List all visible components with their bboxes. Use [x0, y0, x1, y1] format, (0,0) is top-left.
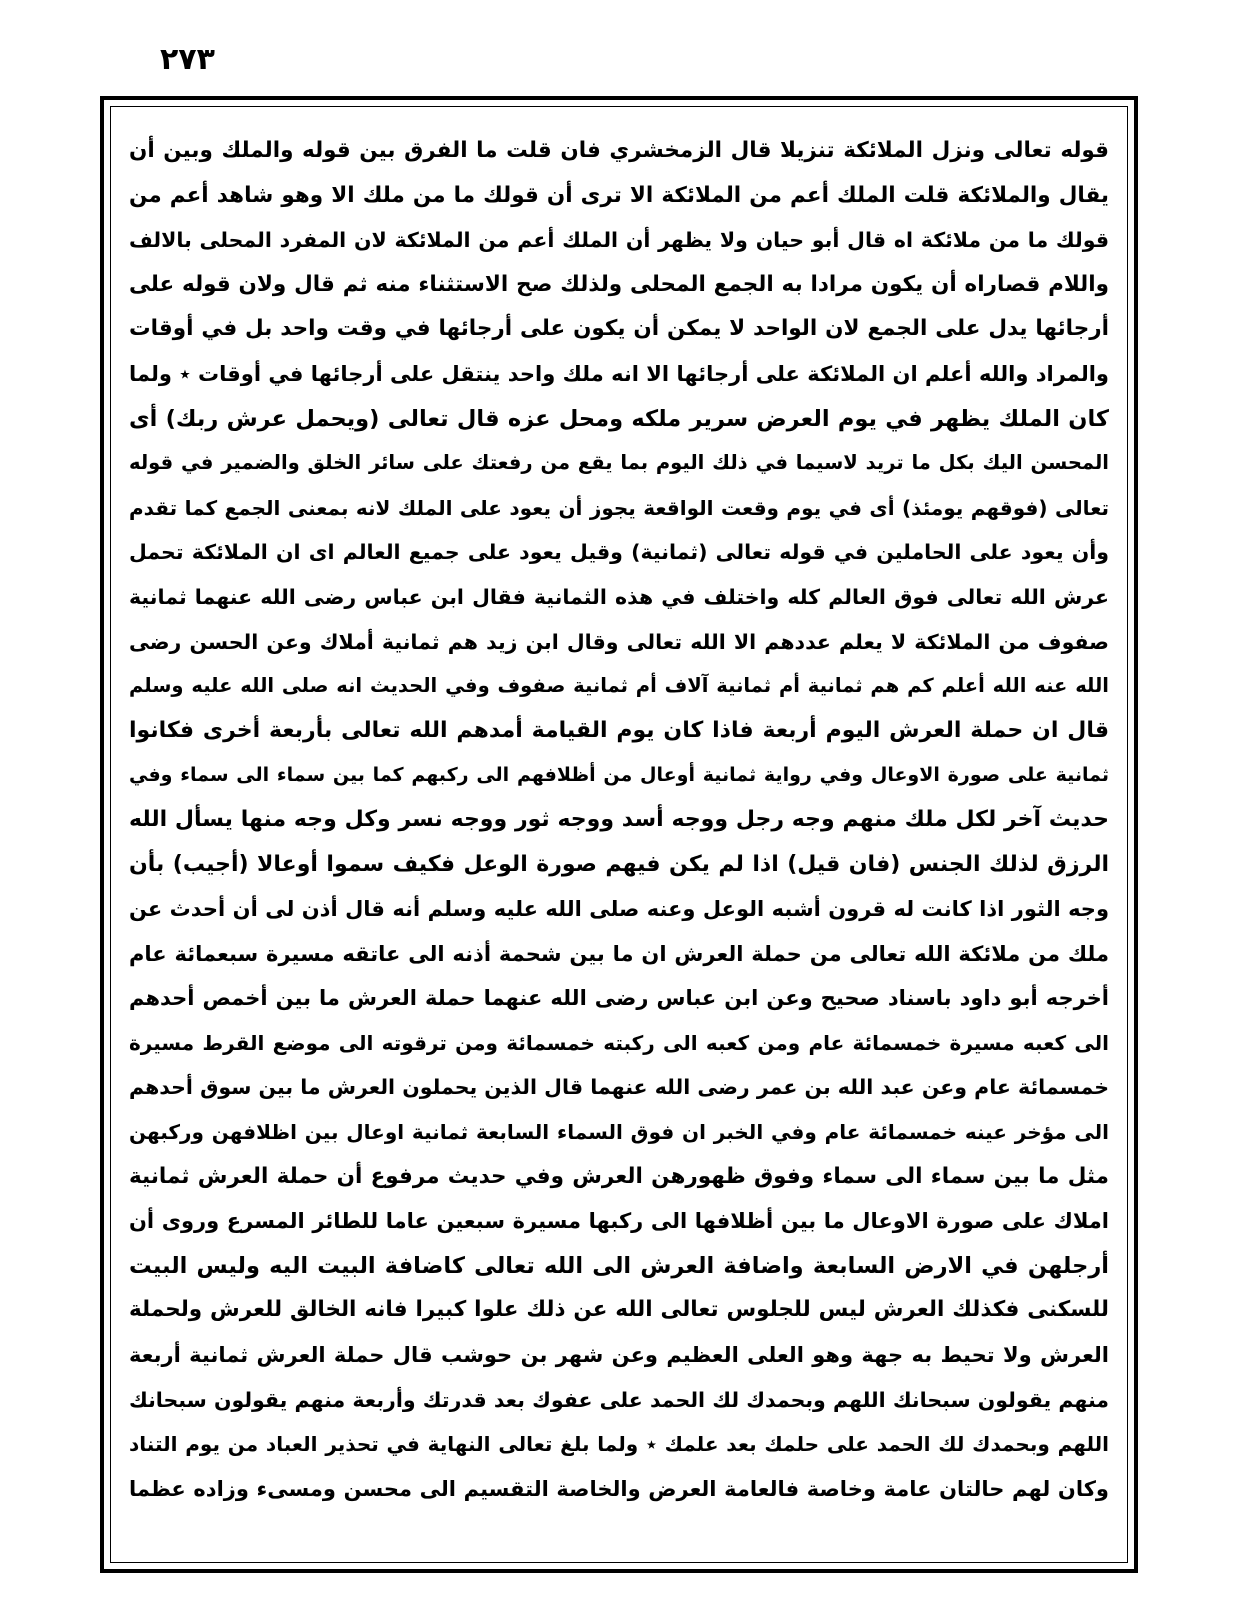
text-line: ملك من ملائكة الله تعالى من حملة العرش ان ما بين شحمة أذنه الى عاتقه مسيرة سبعمائة عام	[129, 941, 1109, 966]
text-line: أخرجه أبو داود باسناد صحيح وعن ابن عباس رضى الله عنهما حملة العرش ما بين أخمص أحدهم	[129, 986, 1109, 1011]
text-line: قوله تعالى ونزل الملائكة تنزيلا قال الزمخشري فان قلت ما الفرق بين قوله والملك وبين أن	[129, 138, 1109, 163]
text-line: الى كعبه مسيرة خمسمائة عام ومن كعبه الى ركبته خمسمائة ومن ترقوته الى موضع القرط مسيرة	[129, 1030, 1109, 1055]
text-line: الى مؤخر عينه خمسمائة عام وفي الخبر ان فوق السماء السابعة ثمانية اوعال بين اظلافهن وركبهن	[129, 1120, 1109, 1145]
text-line: حديث آخر لكل ملك منهم وجه رجل ووجه أسد ووجه ثور ووجه نسر وكل وجه منها يسأل الله	[129, 806, 1109, 832]
text-line: وجه الثور اذا كانت له قرون أشبه الوعل وعنه صلى الله عليه وسلم أنه قال أذن لى أن أحدث عن	[129, 897, 1109, 922]
page-frame	[100, 96, 1138, 1573]
text-line: العرش ولا تحيط به جهة وهو العلى العظيم وعن شهر بن حوشب قال حملة العرش ثمانية أربعة	[129, 1343, 1109, 1368]
text-line: أرجلهن في الارض السابعة واضافة العرش الى الله تعالى كاضافة البيت اليه وليس البيت	[129, 1252, 1109, 1279]
text-line: ثمانية على صورة الاوعال وفي رواية ثمانية أوعال من أظلافهم الى ركبهم كما بين سماء الى سماء وفي	[129, 764, 1109, 787]
page-number: ٢٧٣	[160, 42, 215, 77]
body-text	[129, 129, 1109, 1511]
text-line: يقال والملائكة قلت الملك أعم من الملائكة الا ترى أن قولك ما من ملك الا وهو شاهد أعم من	[129, 182, 1109, 208]
text-line: أرجائها يدل على الجمع لان الواحد لا يمكن أن يكون على أرجائها في وقت واحد بل في أوقات	[129, 316, 1109, 342]
text-line: عرش الله تعالى فوق العالم كله واختلف في هذه الثمانية فقال ابن عباس رضى الله عنهما ثمانية	[129, 584, 1109, 609]
text-line: املاك على صورة الاوعال ما بين أظلافها الى ركبها مسيرة سبعين عاما للطائر المسرع وروى أن	[129, 1209, 1109, 1234]
text-line: منهم يقولون سبحانك اللهم وبحمدك لك الحمد على عفوك بعد قدرتك وأربعة منهم يقولون سبحانك	[129, 1387, 1109, 1412]
text-line: وكان لهم حالتان عامة وخاصة فالعامة العرض والخاصة التقسيم الى محسن ومسىء وزاده عظما	[129, 1476, 1109, 1501]
text-line: كان الملك يظهر في يوم العرض سرير ملكه ومحل عزه قال تعالى (ويحمل عرش ربك) أى	[129, 405, 1109, 432]
text-line: واللام قصاراه أن يكون مرادا به الجمع المحلى ولذلك صح الاستثناء منه ثم قال ولان قوله على	[129, 271, 1109, 297]
text-line: قال ان حملة العرش اليوم أربعة فاذا كان يوم القيامة أمدهم الله تعالى بأربعة أخرى فكانوا	[129, 717, 1109, 743]
text-line: المحسن اليك بكل ما تريد لاسيما في ذلك اليوم بما يقع من رفعتك على سائر الخلق والضمير في قوله	[129, 451, 1109, 475]
text-line: مثل ما بين سماء الى سماء وفوق ظهورهن العرش وفي حديث مرفوع أن حملة العرش ثمانية	[129, 1163, 1109, 1189]
text-line: خمسمائة عام وعن عبد الله بن عمر رضى الله عنهما قال الذين يحملون العرش ما بين سوق أحدهم	[129, 1075, 1109, 1100]
text-line: والمراد والله أعلم ان الملائكة على أرجائها الا انه ملك واحد ينتقل على أرجائها في أوقات ٭ ولما	[129, 361, 1109, 386]
page-frame-inner	[110, 106, 1128, 1563]
text-line: الله عنه الله أعلم كم هم ثمانية أم ثمانية آلاف أم ثمانية صفوف وفي الحديث انه صلى الله عليه وسلم	[129, 674, 1109, 698]
text-line: صفوف من الملائكة لا يعلم عددهم الا الله تعالى وقال ابن زيد هم ثمانية أملاك وعن الحسن رضى	[129, 629, 1109, 654]
text-line: الرزق لذلك الجنس (فان قيل) اذا لم يكن فيهم صورة الوعل فكيف سموا أوعالا (أجيب) بأن	[129, 851, 1109, 877]
text-line: اللهم وبحمدك لك الحمد على حلمك بعد علمك ٭ ولما بلغ تعالى النهاية في تحذير العباد من يوم التناد	[129, 1432, 1109, 1457]
text-line: وأن يعود على الحاملين في قوله تعالى (ثمانية) وقيل يعود على جميع العالم اى ان الملائكة تحمل	[129, 540, 1109, 565]
text-line: قولك ما من ملائكة اه قال أبو حيان ولا يظهر أن الملك أعم من الملائكة لان المفرد المحلى بالالف	[129, 228, 1109, 253]
text-line: تعالى (فوقهم يومئذ) أى في يوم وقعت الواقعة يجوز أن يعود على الملك لانه بمعنى الجمع كما تقدم	[129, 495, 1109, 520]
text-line: للسكنى فكذلك العرش ليس للجلوس تعالى الله عن ذلك علوا كبيرا فانه الخالق للعرش ولحملة	[129, 1297, 1109, 1323]
